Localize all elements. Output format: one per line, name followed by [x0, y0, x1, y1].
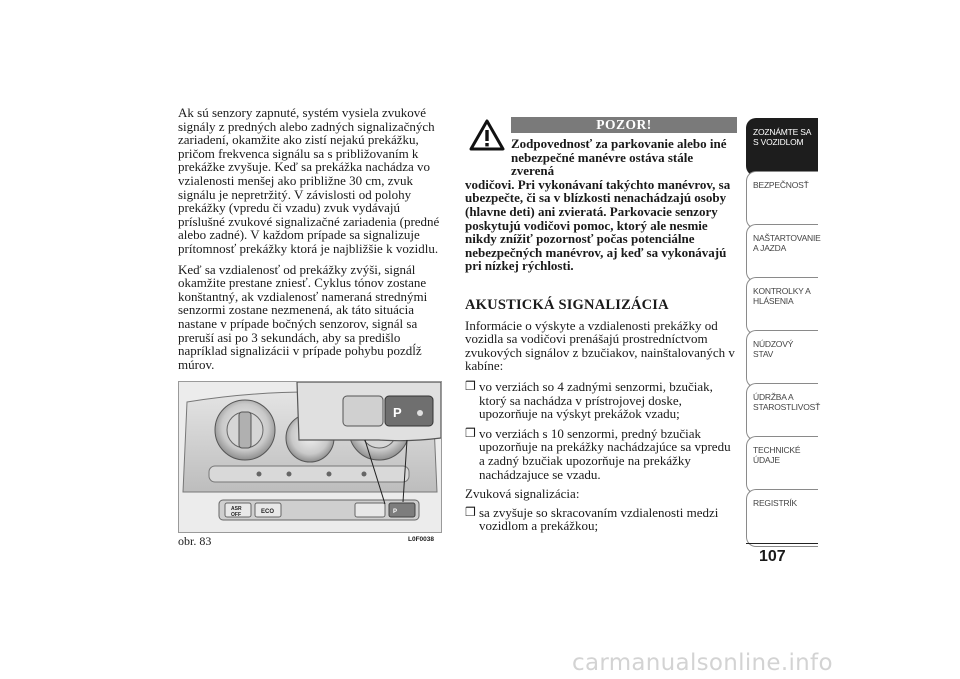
tab-technicke-udaje[interactable]	[746, 436, 818, 494]
warning-text-full: vodičovi. Pri vykonávaní takýchto manévrov, sa ubezpečte, či sa v blízkosti nenachádzajú osoby (hlavne deti) ani zvieratá. Parkovacie senzory poskytujú vodičovi pomoc, ktorý ale nesmie nikdy znížiť pozornosť počas potenciálne nebezpečných manévrov, aj keď sa vykonávajú pri nízkej rýchlosti.	[465, 176, 731, 274]
list-item-text: vo verziách s 10 senzormi, predný bzučiak upozorňuje na prekážky nachádzajúce sa vpredu a zadný bzučiak upozorňuje na prekážky nachádzajuce se vzadu.	[479, 425, 731, 482]
checkbox-bullet-icon: ❒	[465, 425, 476, 440]
list-item	[465, 427, 737, 481]
tab-label: NAŠTARTOVANIE A JAZDA	[753, 233, 821, 253]
zoom-p-label: P	[393, 405, 402, 420]
tab-udrzba[interactable]	[746, 383, 821, 441]
tab-label: ZOZNÁMTE SA S VOZIDLOM	[753, 127, 811, 147]
checkbox-bullet-icon: ❒	[465, 378, 476, 393]
list-item-text: vo verziách so 4 zadnými senzormi, bzučiak, ktorý sa nachádza v prístrojovej doske, upozorňuje na výskyt prekážok vzadu;	[479, 378, 713, 422]
warning-text-indented: Zodpovednosť za parkovanie alebo iné nebezpečné manévre ostáva stále zverená	[511, 136, 727, 179]
subheading: Zvuková signalizácia:	[465, 486, 580, 502]
section-intro: Informácie o výskyte a vzdialenosti prekážky od vozidla sa vodičovi prenášajú prostredníctvom zvukových signálov z bzučiakov, nainštalovaných v kabíne:	[465, 317, 735, 374]
tab-registrik[interactable]	[746, 489, 818, 547]
figure-caption: obr. 83	[178, 534, 212, 548]
tab-label: NÚDZOVÝ STAV	[753, 339, 794, 359]
tab-zoznamte-sa[interactable]	[746, 118, 818, 176]
page-number: 107	[759, 548, 786, 565]
p-button-label: P	[393, 509, 398, 515]
dashboard-figure	[178, 381, 442, 533]
section-title: AKUSTICKÁ SIGNALIZÁCIA	[465, 297, 669, 313]
left-column	[178, 106, 440, 378]
tab-label: REGISTRÍK	[753, 498, 798, 508]
off-label: OFF	[231, 512, 241, 518]
tab-bezpecnost[interactable]	[746, 171, 818, 229]
watermark: carmanualsonline.info	[572, 650, 833, 676]
tab-label: KONTROLKY A HLÁSENIA	[753, 286, 811, 306]
checkbox-bullet-icon: ❒	[465, 504, 476, 519]
list-item-text: sa zvyšuje so skracovaním vzdialenosti medzi vozidlom a prekážkou;	[479, 504, 719, 534]
warning-text	[465, 137, 735, 273]
page-number-rule	[746, 543, 818, 544]
tab-nastartovanie[interactable]	[746, 224, 821, 282]
paragraph: Keď sa vzdialenosť od prekážky zvýši, signál okamžite prestane zniesť. Cyklus tónov zostane konštantný, ak vzdialenosť nameraná strednými senzormi zostane nezmenená, ak táto situácia nastane v prípade bočných senzorov, signál sa preruší asi po 3 sekundách, aby sa predišlo napríklad signalizácii v prípade pohybu pozdĺž múrov.	[178, 261, 428, 372]
list-item	[465, 506, 737, 533]
list-item	[465, 380, 737, 421]
tab-label: BEZPEČNOSŤ	[753, 180, 809, 190]
tab-nudzovy-stav[interactable]	[746, 330, 818, 388]
tab-label: ÚDRŽBA A STAROSTLIVOSŤ	[753, 392, 821, 412]
tab-kontrolky[interactable]	[746, 277, 818, 335]
right-column	[465, 299, 737, 539]
figure-code: L0F0038	[408, 536, 435, 543]
paragraph: Ak sú senzory zapnuté, systém vysiela zvukové signály z predných alebo zadných signalizačných zariadení, okamžite ako zistí nejakú prekážku, pričom frekvenca signálu sa s približovaním k prekážke zvyšuje. Keď sa prekážka nachádza vo vzialenosti menšej ako približne 30 cm, zvuk signálu je nepretržitý. V závislosti od polohy prekážky (vpredu či vzadu) zvuk vydávajú príslušné zvukové signalizačné zariadenia (predné alebo zadné). V každom prípade sa signalizuje prítomnosť prekážky ktorá je najbližšie k vozidlu.	[178, 105, 440, 256]
tab-label: TECHNICKÉ ÚDAJE	[753, 445, 801, 465]
asr-label: ASR	[231, 506, 242, 512]
climate-panel-illustration	[179, 382, 441, 532]
warning-title: POZOR!	[511, 117, 737, 133]
eco-label: ECO	[261, 509, 275, 515]
